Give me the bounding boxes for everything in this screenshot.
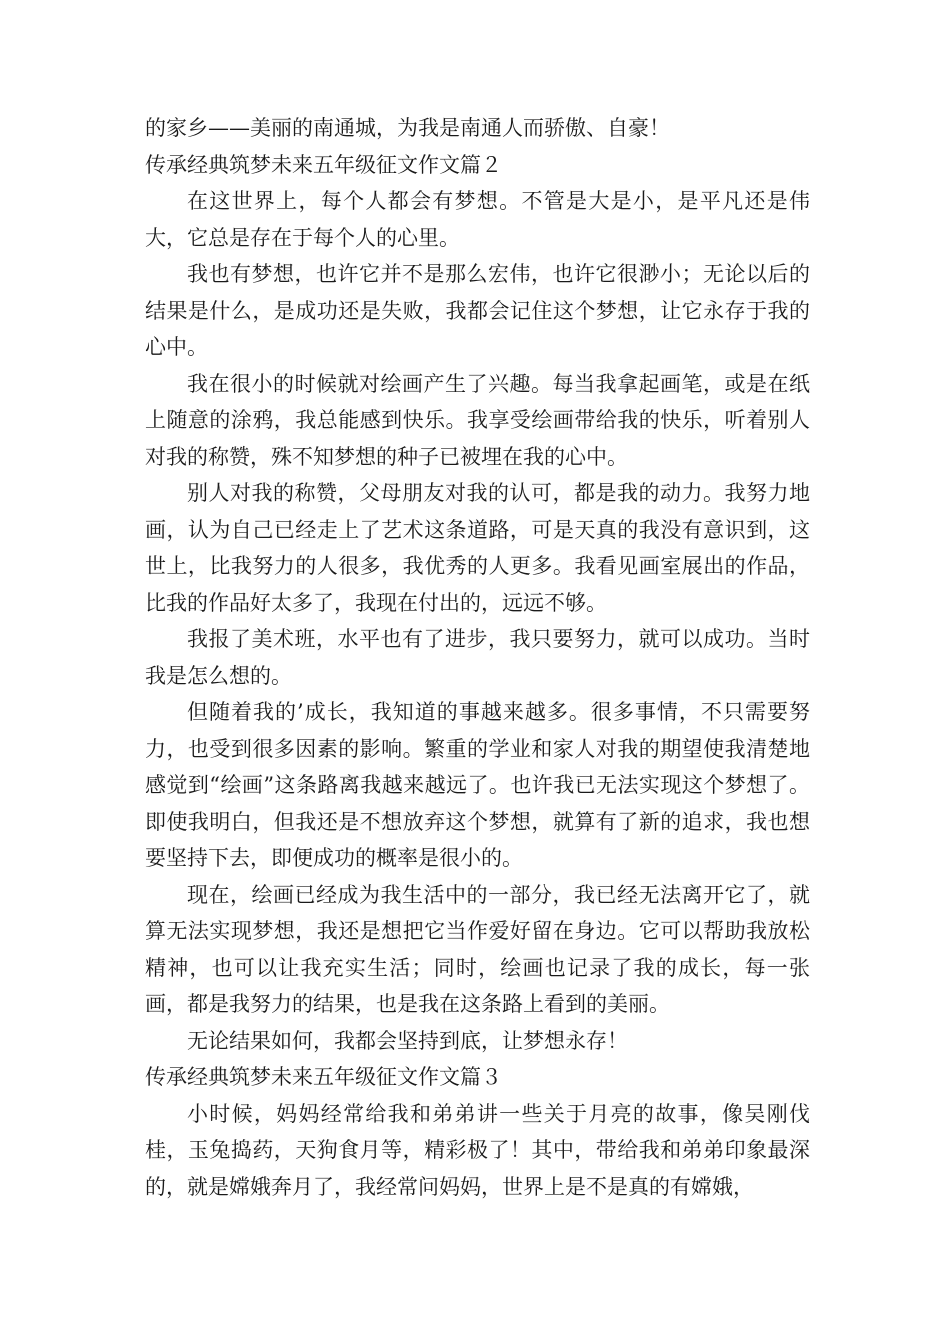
section-2-paragraph: 别人对我的称赞，父母朋友对我的认可，都是我的动力。我努力地画，认为自己已经走上了艺术这条道路，可是天真的我没有意识到，这世上，比我努力的人很多，我优秀的人更多。我看见画室展出的作品，比我的作品好太多了，我现在付出的，远远不够。: [145, 481, 810, 615]
section-2-paragraph: 但随着我的’成长，我知道的事越来越多。很多事情，不只需要努力，也受到很多因素的影响。繁重的学业和家人对我的期望使我清楚地感觉到“绘画”这条路离我越来越远了。也许我已无法实现这个梦想了。即使我明白，但我还是不想放弃这个梦想，就算有了新的追求，我也想要坚持下去，即便成功的概率是很小的。: [145, 700, 810, 870]
section-2-title: 传承经典筑梦未来五年级征文作文篇２: [145, 152, 502, 177]
section-3-title: 传承经典筑梦未来五年级征文作文篇３: [145, 1065, 502, 1089]
opening-line: 的家乡——美丽的南通城，为我是南通人而骄傲、自豪！: [145, 116, 670, 140]
document-body: [145, 110, 810, 1205]
section-2-paragraph: 我也有梦想，也许它并不是那么宏伟，也许它很渺小；无论以后的结果是什么，是成功还是失败，我都会记住这个梦想，让它永存于我的心中。: [145, 262, 810, 359]
section-2-paragraph: 我报了美术班，水平也有了进步，我只要努力，就可以成功。当时我是怎么想的。: [145, 627, 810, 688]
section-2-paragraph: 在这世界上，每个人都会有梦想。不管是大是小，是平凡还是伟大，它总是存在于每个人的心里。: [145, 189, 810, 250]
section-2-paragraph: 现在，绘画已经成为我生活中的一部分，我已经无法离开它了，就算无法实现梦想，我还是想把它当作爱好留在身边。它可以帮助我放松精神，也可以让我充实生活；同时，绘画也记录了我的成长，每一张画，都是我努力的结果，也是我在这条路上看到的美丽。: [145, 882, 810, 1016]
section-3-paragraph: 小时候，妈妈经常给我和弟弟讲一些关于月亮的故事，像吴刚伐桂，玉兔捣药，天狗食月等，精彩极了！其中，带给我和弟弟印象最深的，就是嫦娥奔月了，我经常问妈妈，世界上是不是真的有嫦娥，: [145, 1101, 810, 1199]
section-2-paragraph: 无论结果如何，我都会坚持到底，让梦想永存！: [187, 1028, 628, 1053]
section-2-paragraph: 我在很小的时候就对绘画产生了兴趣。每当我拿起画笔，或是在纸上随意的涂鸦，我总能感到快乐。我享受绘画带给我的快乐，听着别人对我的称赞，殊不知梦想的种子已被埋在我的心中。: [145, 371, 810, 469]
